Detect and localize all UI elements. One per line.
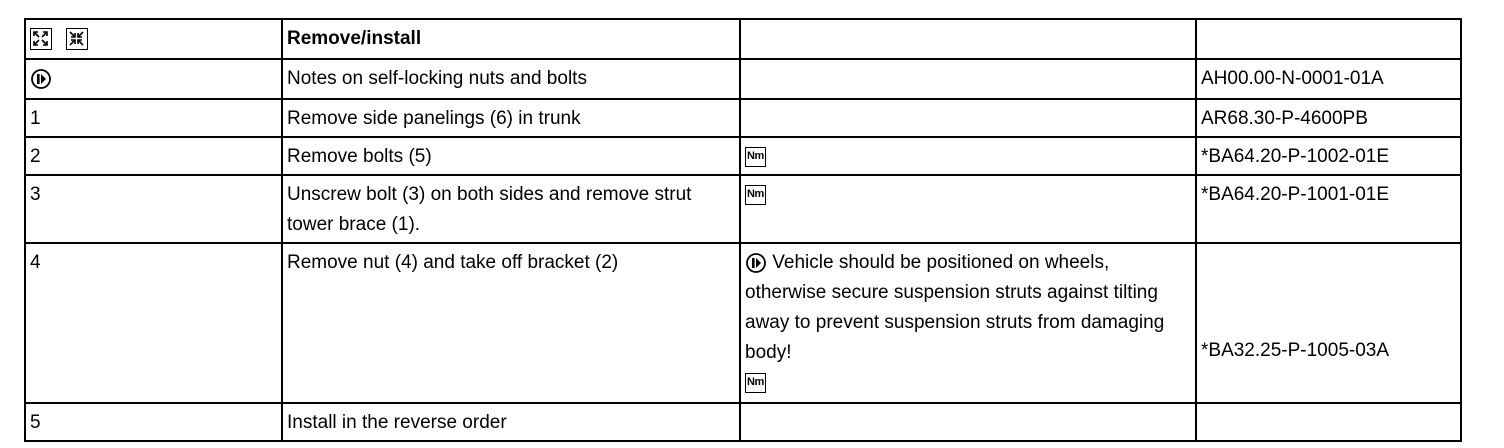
- step-note: [740, 403, 1196, 441]
- step-number: 2: [25, 137, 282, 175]
- step-number: 3: [25, 175, 282, 243]
- header-title: Remove/install: [282, 19, 740, 59]
- step-note: [740, 59, 1196, 99]
- note-icon: [30, 68, 52, 90]
- table-header-row: [25, 19, 1461, 59]
- step-text: Notes on self-locking nuts and bolts: [282, 59, 740, 99]
- header-icons-cell: [25, 19, 282, 59]
- step-cell: [25, 59, 282, 99]
- warning-text: Vehicle should be positioned on wheels, otherwise secure suspension struts against tilting away to prevent suspension struts from damaging body!: [745, 252, 1165, 363]
- step-reference-link[interactable]: AR68.30-P-4600PB: [1196, 99, 1461, 137]
- step-reference-cell: [1196, 243, 1461, 403]
- step-reference-link[interactable]: AH00.00-N-0001-01A: [1196, 59, 1461, 99]
- header-empty-cell: [740, 19, 1196, 59]
- step-text: Remove nut (4) and take off bracket (2): [282, 243, 740, 403]
- header-empty-cell: [1196, 19, 1461, 59]
- step-note: [740, 99, 1196, 137]
- step-number: 5: [25, 403, 282, 441]
- step-text: Unscrew bolt (3) on both sides and remove strut tower brace (1).: [282, 175, 740, 243]
- step-reference-link[interactable]: *BA64.20-P-1002-01E: [1196, 137, 1461, 175]
- step-text: Remove bolts (5): [282, 137, 740, 175]
- table-row: [25, 137, 1461, 175]
- step-note: [740, 243, 1196, 403]
- step-reference-link[interactable]: *BA32.25-P-1005-03A: [1201, 340, 1390, 361]
- torque-nm-icon[interactable]: Nm: [745, 185, 766, 205]
- step-number: 1: [25, 99, 282, 137]
- table-row: [25, 403, 1461, 441]
- table-row: [25, 243, 1461, 403]
- step-note: [740, 175, 1196, 243]
- collapse-icon[interactable]: [66, 28, 88, 50]
- step-text: Remove side panelings (6) in trunk: [282, 99, 740, 137]
- procedure-table: [24, 18, 1462, 442]
- step-reference-link[interactable]: *BA64.20-P-1001-01E: [1196, 175, 1461, 243]
- table-row: [25, 59, 1461, 99]
- expand-icon[interactable]: [30, 28, 52, 50]
- torque-nm-icon[interactable]: Nm: [745, 147, 766, 167]
- step-note: [740, 137, 1196, 175]
- note-icon: [745, 252, 767, 274]
- table-row: [25, 175, 1461, 243]
- torque-nm-icon[interactable]: Nm: [745, 373, 766, 393]
- step-number: 4: [25, 243, 282, 403]
- table-row: [25, 99, 1461, 137]
- step-reference-link: [1196, 403, 1461, 441]
- step-text: Install in the reverse order: [282, 403, 740, 441]
